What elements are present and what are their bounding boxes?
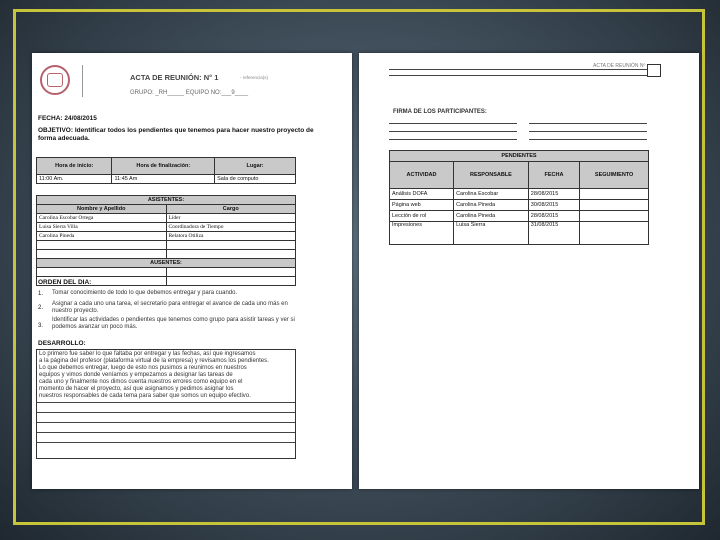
pending-activity: Análisis DOFA (390, 189, 454, 200)
development-line: momento de hacer el proyecto, así que asignamos y pedimos asignar los (39, 386, 234, 392)
development-box (36, 349, 296, 459)
development-line: nuestros responsables de cada tema para saber que somos un equipo efectivo. (39, 393, 251, 399)
pending-row (390, 222, 649, 245)
agenda-item-text: Identificar las actividades o pendientes que tenemos como grupo para asistir tareas y ver si podemos avanzar un poco más. (52, 317, 295, 330)
end-time-value: 11:45 Am (112, 175, 215, 184)
title-note: - referencia(s) (240, 75, 269, 80)
pending-responsible: Carolina Escobar (454, 189, 529, 200)
page-2-header: ACTA DE REUNIÓN Nº (593, 63, 646, 69)
pending-row (390, 200, 649, 211)
pending-followup (580, 200, 649, 211)
pending-row (390, 211, 649, 222)
attendees-label: ASISTENTES: (37, 196, 296, 205)
attendee-name: Carolina Pineda (37, 232, 167, 241)
pending-responsible: Carolina Pineda (454, 211, 529, 222)
pending-activity: Impresiones (390, 222, 454, 245)
place-value: Sala de computo (215, 175, 296, 184)
attendee-name: Carolina Escobar Ortega (37, 214, 167, 223)
activity-header: ACTIVIDAD (390, 162, 454, 189)
agenda-item-text: Asignar a cada uno una tarea, el secretario para entregar el avance de cada uno más en nuestro proyecto. (52, 301, 288, 314)
start-time-header: Hora de inicio: (37, 158, 112, 175)
absentees-label: AUSENTES: (37, 259, 296, 268)
development-line: a la página del profesor (plataforma virtual de la empresa) y revisamos los pendientes. (39, 358, 269, 364)
date-header: FECHA (528, 162, 580, 189)
meeting-minutes-page-1 (32, 53, 352, 489)
attendee-name: Luisa Sierra Villa (37, 223, 167, 232)
minutes-number-box (647, 64, 661, 77)
agenda-item-text: Tomar conocimiento de todo lo que debemos entregar y para cuando. (52, 290, 238, 296)
pending-row (390, 189, 649, 200)
start-time-value: 11:00 Am. (37, 175, 112, 184)
agenda-label: ORDEN DEL DIA: (38, 279, 92, 286)
development-label: DESARROLLO: (38, 340, 86, 347)
pending-followup (580, 211, 649, 222)
pending-responsible: Luisa Sierra (454, 222, 529, 245)
attendee-role: Líder (166, 214, 296, 223)
development-line: Lo primero fue saber lo que faltaba por entregar y las fechas, así que ingresamos (39, 351, 256, 357)
agenda-item-number: 3. (38, 323, 44, 329)
agenda-item-number: 2. (38, 305, 44, 311)
institution-logo (36, 65, 83, 97)
attendee-row (37, 223, 296, 232)
pending-table (389, 150, 649, 245)
pending-date: 30/08/2015 (528, 200, 580, 211)
development-line: Lo que debemos entregar, luego de esto nos pusimos a reunirnos en nuestros (39, 365, 247, 371)
meeting-objective: OBJETIVO: Identificar todos los pendientes que tenemos para hacer nuestro proyecto de forma adecuada. (38, 127, 314, 142)
pending-responsible: Carolina Pineda (454, 200, 529, 211)
pending-date: 28/08/2015 (528, 211, 580, 222)
attendee-row (37, 232, 296, 241)
meeting-date: FECHA: 24/08/2015 (38, 115, 97, 122)
meeting-minutes-page-2 (359, 53, 699, 489)
agenda-item-number: 1. (38, 291, 44, 297)
pending-followup (580, 189, 649, 200)
signatures-label: FIRMA DE LOS PARTICIPANTES: (393, 109, 487, 115)
attendee-role: Coordinadora de Tiempo (166, 223, 296, 232)
time-table (36, 157, 296, 184)
attendee-role: Relatora Otiliza (166, 232, 296, 241)
end-time-header: Hora de finalización: (112, 158, 215, 175)
pending-label: PENDIENTES (390, 151, 649, 162)
attendee-role-header: Cargo (166, 205, 296, 214)
development-line: cada uno y finalmente nos dimos cuenta nuestros errores como equipo en el (39, 379, 243, 385)
responsible-header: RESPONSABLE (454, 162, 529, 189)
minutes-title: ACTA DE REUNIÓN: N° 1 (130, 73, 219, 82)
pending-date: 31/08/2015 (528, 222, 580, 245)
pending-date: 28/08/2015 (528, 189, 580, 200)
attendee-name-header: Nombre y Apellido (37, 205, 167, 214)
pending-followup (580, 222, 649, 245)
pending-activity: Lección de rol (390, 211, 454, 222)
pending-activity: Página web (390, 200, 454, 211)
development-line: equipos y vimos donde veníamos y empezamos a designar las tareas de (39, 372, 233, 378)
place-header: Lugar: (215, 158, 296, 175)
attendee-row (37, 214, 296, 223)
followup-header: SEGUIMIENTO (580, 162, 649, 189)
group-line: GRUPO: _RH_____ EQUIPO NO:___9____ (130, 90, 249, 96)
attendees-table (36, 195, 296, 286)
